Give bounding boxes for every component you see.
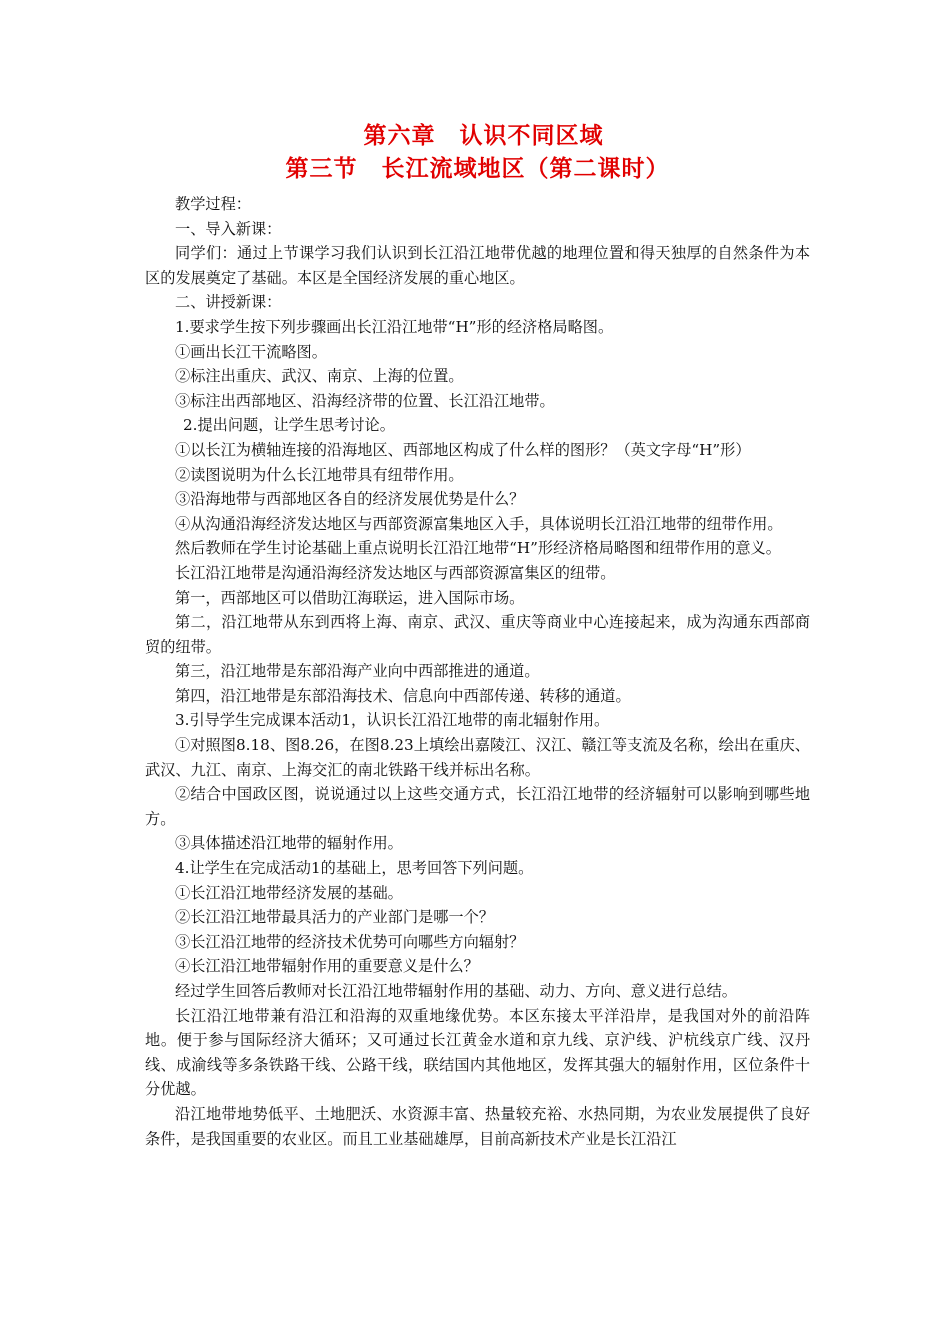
paragraph: 第二，沿江地带从东到西将上海、南京、武汉、重庆等商业中心连接起来，成为沟通东西部商贸的纽带。 xyxy=(145,613,810,656)
paragraph: 第四，沿江地带是东部沿海技术、信息向中西部传递、转移的通道。 xyxy=(175,686,631,705)
paragraph: 同学们：通过上节课学习我们认识到长江沿江地带优越的地理位置和得天独厚的自然条件为本区的发展奠定了基础。本区是全国经济发展的重心地区。 xyxy=(145,244,810,287)
section-title: 第三节 长江流域地区（第二课时） xyxy=(285,155,670,182)
paragraph: ③标注出西部地区、沿海经济带的位置、长江沿江地带。 xyxy=(175,391,555,410)
document-page xyxy=(145,120,810,1151)
paragraph: ②结合中国政区图，说说通过以上这些交通方式，长江沿江地带的经济辐射可以影响到哪些地方。 xyxy=(145,785,810,828)
paragraph: ①以长江为横轴连接的沿海地区、西部地区构成了什么样的图形？（英文字母“H”形） xyxy=(175,440,751,459)
paragraph: 二、讲授新课： xyxy=(175,293,282,312)
paragraph: ①画出长江干流略图。 xyxy=(175,342,327,361)
paragraph: 1.要求学生按下列步骤画出长江沿江地带“H”形的经济格局略图。 xyxy=(175,317,614,336)
paragraph: ③具体描述沿江地带的辐射作用。 xyxy=(175,834,403,853)
paragraph: 第三，沿江地带是东部沿海产业向中西部推进的通道。 xyxy=(175,662,540,681)
paragraph: ③沿海地带与西部地区各自的经济发展优势是什么？ xyxy=(175,490,525,509)
paragraph: ①对照图8.18、图8.26，在图8.23上填绘出嘉陵江、汉江、赣江等支流及名称，绘出在重庆、武汉、九江、南京、上海交汇的南北铁路干线并标出名称。 xyxy=(145,736,810,779)
chapter-title: 第六章 认识不同区域 xyxy=(363,122,604,149)
paragraph: ②读图说明为什么长江地带具有纽带作用。 xyxy=(175,465,464,484)
paragraph: 第一，西部地区可以借助江海联运，进入国际市场。 xyxy=(175,588,525,607)
paragraph: 长江沿江地带是沟通沿海经济发达地区与西部资源富集区的纽带。 xyxy=(175,563,616,582)
paragraph: ③长江沿江地带的经济技术优势可向哪些方向辐射？ xyxy=(175,932,525,951)
paragraph: ①长江沿江地带经济发展的基础。 xyxy=(175,883,403,902)
paragraph: ④长江沿江地带辐射作用的重要意义是什么？ xyxy=(175,957,479,976)
paragraph: 长江沿江地带兼有沿江和沿海的双重地缘优势。本区东接太平洋沿岸，是我国对外的前沿阵地。便于参与国际经济大循环；又可通过长江黄金水道和京九线、京沪线、沪杭线京广线、汉丹线、成渝线等多条铁路干线、公路干线，联结国内其他地区，发挥其强大的辐射作用，区位条件十分优越。 xyxy=(145,1006,810,1099)
paragraph: 教学过程： xyxy=(175,195,251,213)
paragraph: 4.让学生在完成活动1的基础上，思考回答下列问题。 xyxy=(175,859,534,878)
paragraph: 3.引导学生完成课本活动1，认识长江沿江地带的南北辐射作用。 xyxy=(175,711,610,730)
paragraph: 沿江地带地势低平、土地肥沃、水资源丰富、热量较充裕、水热同期，为农业发展提供了良好条件，是我国重要的农业区。而且工业基础雄厚，目前高新技术产业是长江沿江 xyxy=(145,1104,810,1148)
paragraph: 经过学生回答后教师对长江沿江地带辐射作用的基础、动力、方向、意义进行总结。 xyxy=(175,982,737,1000)
paragraph: 2.提出问题，让学生思考讨论。 xyxy=(183,416,395,435)
paragraph: 一、导入新课： xyxy=(175,219,282,238)
paragraph: 然后教师在学生讨论基础上重点说明长江沿江地带“H”形经济格局略图和纽带作用的意义。 xyxy=(175,539,781,558)
paragraph: ②长江沿江地带最具活力的产业部门是哪一个？ xyxy=(175,908,494,927)
paragraph: ④从沟通沿海经济发达地区与西部资源富集地区入手，具体说明长江沿江地带的纽带作用。 xyxy=(175,514,783,533)
paragraph: ②标注出重庆、武汉、南京、上海的位置。 xyxy=(175,367,464,386)
